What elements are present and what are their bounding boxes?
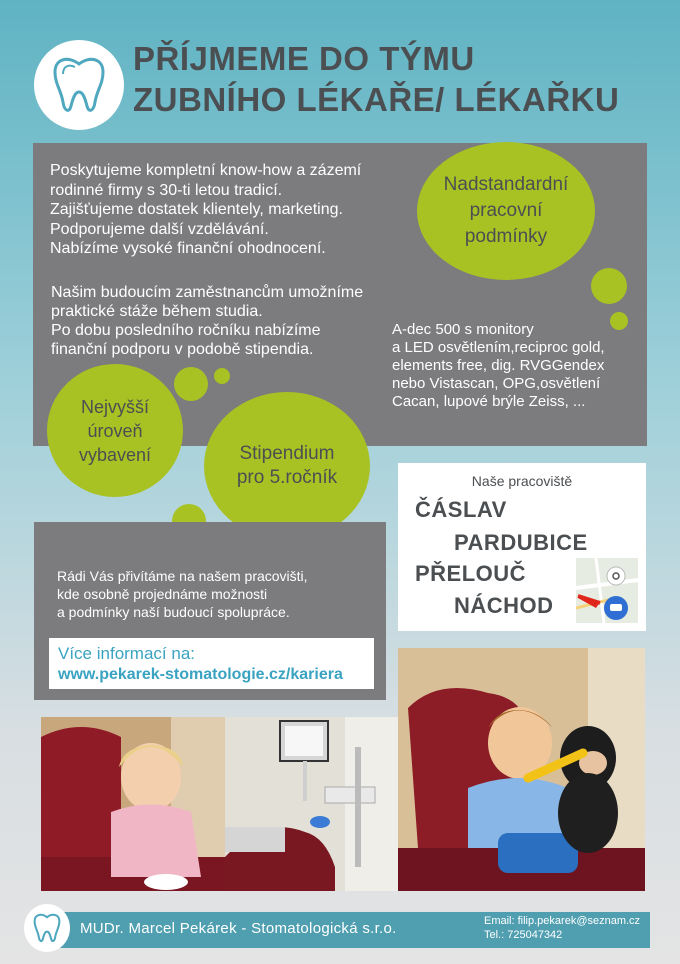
footer-company: MUDr. Marcel Pekárek - Stomatologická s.r.o. <box>80 920 397 937</box>
photo-boy-with-monkey <box>398 648 645 891</box>
workplaces-box <box>398 463 646 631</box>
equipment-line: elements free, dig. RVGGendex <box>392 357 605 374</box>
intro-text <box>50 161 430 259</box>
footer-tooth-logo <box>24 904 70 952</box>
footer-contact <box>484 914 640 942</box>
bubble-line: podmínky <box>464 226 548 247</box>
students-line: praktické stáže během studia. <box>51 303 263 320</box>
decor-dot <box>610 312 628 330</box>
equipment-line: A-dec 500 s monitory <box>392 321 534 338</box>
intro-line: Podporujeme další vzdělávání. <box>50 220 269 238</box>
bubble-line: Stipendium <box>239 443 335 464</box>
equipment-line: nebo Vistascan, OPG,osvětlení <box>392 375 601 392</box>
bubble-line: Nejvyšší <box>80 396 149 417</box>
page-title <box>133 38 653 120</box>
city-caslav: ČÁSLAV <box>415 497 507 522</box>
bubble-line: Nadstandardní <box>443 174 569 195</box>
tooth-logo <box>34 40 124 130</box>
bubble-line: pro 5.ročník <box>236 467 338 488</box>
equipment-text <box>392 321 637 411</box>
workplaces-title: Naše pracoviště <box>471 473 573 489</box>
intro-line: Zajišťujeme dostatek klientely, marketing. <box>50 201 343 218</box>
welcome-line: a podmínky naší budoucí spolupráce. <box>57 604 290 620</box>
conditions-bubble <box>417 142 595 280</box>
decor-dot <box>174 367 208 401</box>
more-info-label: Více informací na: <box>58 644 196 663</box>
bubble-line: úroveň <box>87 420 143 441</box>
city-nachod: NÁCHOD <box>454 593 554 618</box>
intro-line: Poskytujeme kompletní know-how a zázemí <box>50 162 362 179</box>
equipment-level-bubble <box>47 364 183 497</box>
city-pardubice: PARDUBICE <box>454 530 588 555</box>
bubble-line: vybavení <box>78 444 152 465</box>
map-thumbnail[interactable] <box>576 558 638 623</box>
title-line-1: PŘÍJMEME DO TÝMU <box>133 40 475 77</box>
students-line: finanční podporu v podobě stipendia. <box>51 341 314 358</box>
more-info-box <box>49 638 374 689</box>
tooth-icon <box>49 52 109 118</box>
photo-girl-in-chair <box>41 717 225 891</box>
students-line: Po dobu posledního ročníku nabízíme <box>51 322 321 339</box>
photo-dental-office <box>225 717 398 891</box>
welcome-line: Rádi Vás přivítáme na našem pracovišti, <box>57 568 308 584</box>
city-prelouc: PŘELOUČ <box>415 561 527 586</box>
decor-dot <box>214 368 230 384</box>
intro-line: Nabízíme vysoké finanční ohodnocení. <box>50 240 326 257</box>
tooth-icon <box>31 911 63 945</box>
equipment-line: a LED osvětlením,reciproc gold, <box>392 339 605 356</box>
decor-dot <box>591 268 627 304</box>
title-line-2: ZUBNÍHO LÉKAŘE/ LÉKAŘKU <box>133 81 620 118</box>
welcome-text <box>57 567 377 621</box>
footer-phone[interactable]: Tel.: 725047342 <box>484 929 563 941</box>
bubble-line: pracovní <box>469 200 543 221</box>
career-link[interactable]: www.pekarek-stomatologie.cz/kariera <box>58 666 343 683</box>
students-text <box>51 283 431 359</box>
welcome-line: kde osobně projednáme možnosti <box>57 586 268 602</box>
students-line: Našim budoucím zaměstnancům umožníme <box>51 284 364 301</box>
equipment-line: Cacan, lupové brýle Zeiss, ... <box>392 393 586 410</box>
intro-line: rodinné firmy s 30-ti letou tradicí. <box>50 181 283 199</box>
scholarship-bubble <box>204 392 370 540</box>
footer-email[interactable]: Email: filip.pekarek@seznam.cz <box>484 915 641 927</box>
